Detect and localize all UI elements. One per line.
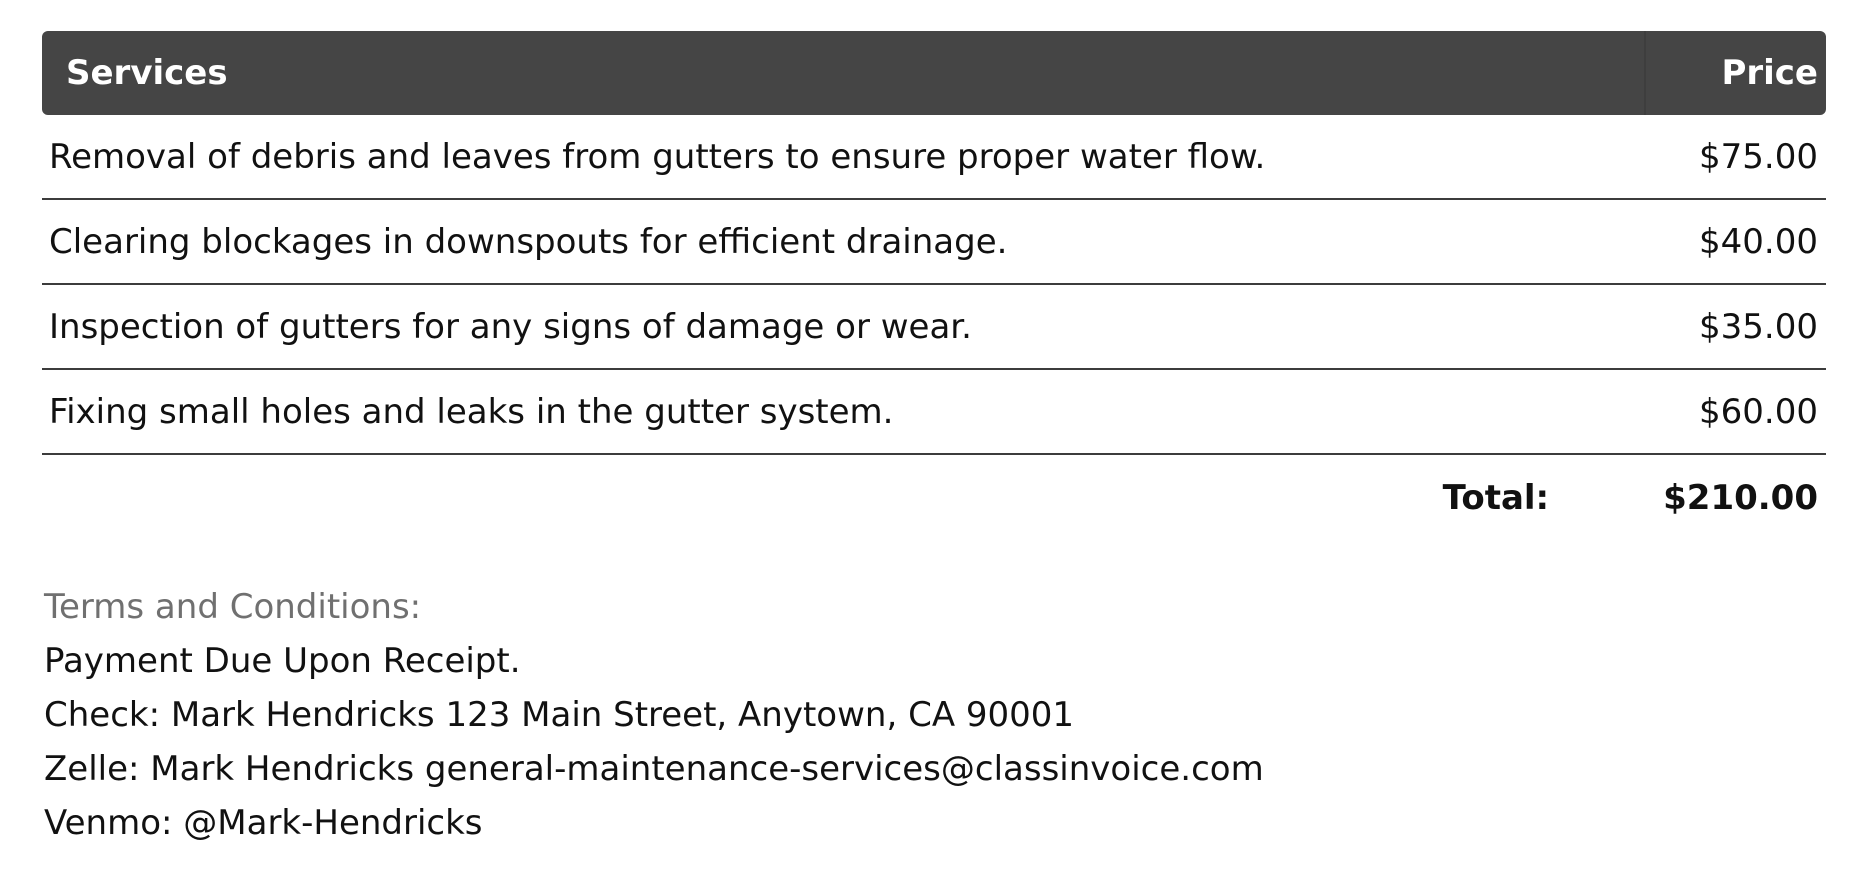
table-row <box>42 285 1826 370</box>
table-row <box>42 370 1826 455</box>
venmo-payment-line: Venmo: @Mark-Hendricks <box>44 803 483 843</box>
terms-title: Terms and Conditions: <box>44 587 422 627</box>
payment-due-line: Payment Due Upon Receipt. <box>44 641 521 681</box>
service-description: Inspection of gutters for any signs of damage or wear. <box>49 306 972 347</box>
price-column-header: Price <box>1721 53 1818 93</box>
table-header <box>42 31 1826 115</box>
header-divider <box>1644 31 1646 115</box>
service-description: Removal of debris and leaves from gutters to ensure proper water flow. <box>49 136 1266 177</box>
terms-section <box>44 580 1264 850</box>
table-row <box>42 115 1826 200</box>
total-row <box>42 455 1826 541</box>
table-row <box>42 200 1826 285</box>
total-label: Total: <box>1442 478 1550 518</box>
service-price: $60.00 <box>1699 391 1818 432</box>
service-price: $35.00 <box>1699 306 1818 347</box>
services-column-header: Services <box>66 53 228 93</box>
total-value: $210.00 <box>1663 478 1818 518</box>
check-payment-line: Check: Mark Hendricks 123 Main Street, Anytown, CA 90001 <box>44 695 1075 735</box>
service-price: $75.00 <box>1699 136 1818 177</box>
services-table <box>42 31 1826 541</box>
service-description: Clearing blockages in downspouts for efficient drainage. <box>49 221 1008 262</box>
service-description: Fixing small holes and leaks in the gutter system. <box>49 391 894 432</box>
service-price: $40.00 <box>1699 221 1818 262</box>
zelle-payment-line: Zelle: Mark Hendricks general-maintenance-services@classinvoice.com <box>44 749 1264 789</box>
